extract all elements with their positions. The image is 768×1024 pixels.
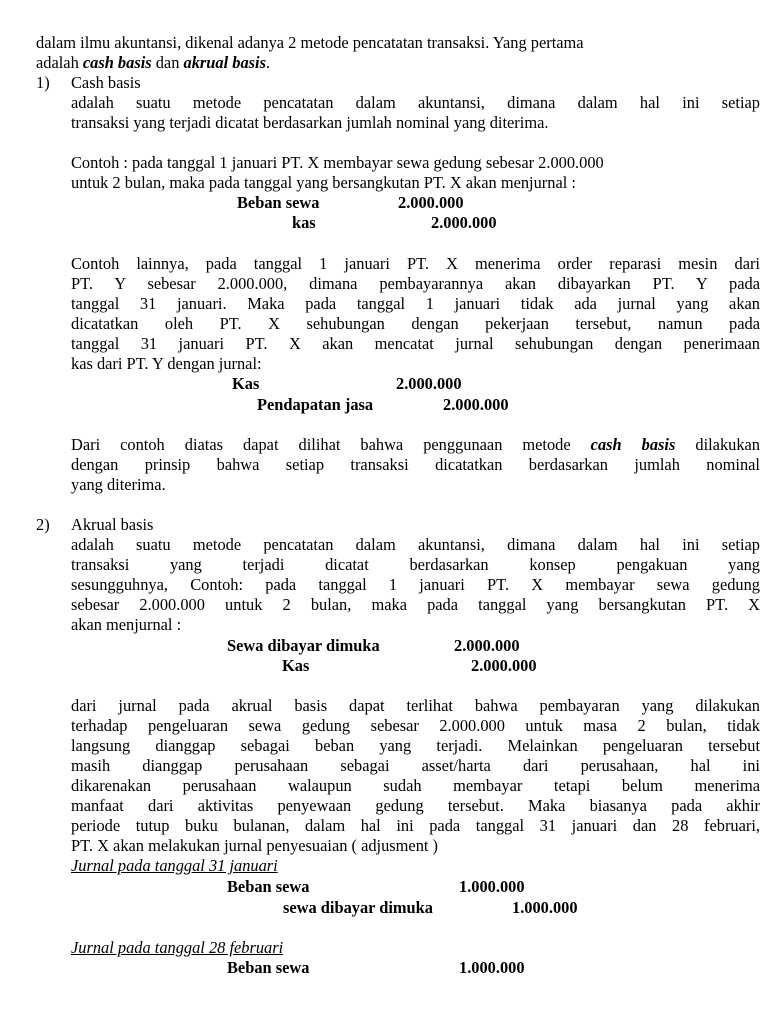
section-1-example-2-line: dicatatkan oleh PT. X sehubungan dengan pekerjaan tersebut, namun pada	[71, 314, 760, 333]
section-1-definition-line: transaksi yang terjadi dicatat berdasarkan jumlah nominal yang diterima.	[71, 113, 549, 132]
section-1-example-line: Contoh : pada tanggal 1 januari PT. X membayar sewa gedung sebesar 2.000.000	[71, 153, 604, 172]
section-2-explanation-line: dari jurnal pada akrual basis dapat terlihat bahwa pembayaran yang dilakukan	[71, 696, 760, 715]
term-cash-basis: cash basis	[82, 53, 152, 72]
section-2-explanation-line: masih dianggap perusahaan sebagai asset/harta dari perusahaan, hal ini	[71, 756, 760, 775]
journal-amount: 2.000.000	[471, 656, 537, 675]
section-1-conclusion-line: yang diterima.	[71, 475, 166, 494]
section-1-example-2-line: Contoh lainnya, pada tanggal 1 januari PT. X menerima order reparasi mesin dari	[71, 254, 760, 273]
section-1-number: 1)	[36, 73, 50, 92]
journal-account: Beban sewa	[227, 958, 310, 977]
section-2-definition-line: akan menjurnal :	[71, 615, 182, 634]
section-1-title: Cash basis	[71, 73, 141, 92]
journal-account: Sewa dibayar dimuka	[227, 636, 380, 655]
intro-line-1: dalam ilmu akuntansi, dikenal adanya 2 metode pencatatan transaksi. Yang pertama	[36, 33, 584, 52]
journal-account: Kas	[232, 374, 260, 393]
section-1-example-2-line: kas dari PT. Y dengan jurnal:	[71, 354, 262, 373]
section-2-definition-line: sebesar 2.000.000 untuk 2 bulan, maka pada tanggal yang bersangkutan PT. X	[71, 595, 760, 614]
journal-amount: 2.000.000	[454, 636, 520, 655]
term-akrual-basis: akrual basis	[183, 53, 266, 72]
section-1-example-2-line: tanggal 31 januari. Maka pada tanggal 1 januari tidak ada jurnal yang akan	[71, 294, 760, 313]
journal-amount: 1.000.000	[512, 898, 578, 917]
section-2-explanation-line: manfaat dari aktivitas penyewaan gedung tersebut. Maka biasanya pada akhir	[71, 796, 760, 815]
section-2-definition-line: transaksi yang terjadi dicatat berdasarkan konsep pengakuan yang	[71, 555, 760, 574]
section-2-explanation-line: langsung dianggap sebagai beban yang terjadi. Melainkan pengeluaran tersebut	[71, 736, 760, 755]
section-2-title: Akrual basis	[71, 515, 154, 534]
journal-amount: 2.000.000	[443, 395, 509, 414]
section-2-definition-line: adalah suatu metode pencatatan dalam akuntansi, dimana dalam hal ini setiap	[71, 535, 760, 554]
section-1-example-line: untuk 2 bulan, maka pada tanggal yang bersangkutan PT. X akan menjurnal :	[71, 173, 576, 192]
journal-amount: 2.000.000	[396, 374, 462, 393]
journal-amount: 2.000.000	[431, 213, 497, 232]
journal-account: Beban sewa	[237, 193, 320, 212]
section-2-explanation-line: periode tutup buku bulanan, dalam hal ini pada tanggal 31 januari dan 28 februari,	[71, 816, 760, 835]
journal-account: Pendapatan jasa	[257, 395, 374, 414]
section-1-conclusion-line: Dari contoh diatas dapat dilihat bahwa penggunaan metode cash basis dilakukan	[71, 435, 761, 454]
intro-line-2: adalah cash basis dan akrual basis.	[36, 53, 271, 72]
section-1-example-2-line: tanggal 31 januari PT. X akan mencatat jurnal sehubungan dengan penerimaan	[71, 334, 760, 353]
section-1-example-2-line: PT. Y sebesar 2.000.000, dimana pembayarannya akan dibayarkan PT. Y pada	[71, 274, 760, 293]
journal-account: Beban sewa	[227, 877, 310, 896]
term-cash-basis: cash basis	[590, 435, 676, 454]
journal-account: Kas	[282, 656, 310, 675]
journal-amount: 1.000.000	[459, 958, 525, 977]
journal-account: sewa dibayar dimuka	[283, 898, 433, 917]
journal-amount: 1.000.000	[459, 877, 525, 896]
section-2-explanation-line: PT. X akan melakukan jurnal penyesuaian ( adjusment )	[71, 836, 439, 855]
adjustment-heading-28-februari: Jurnal pada tanggal 28 februari	[71, 938, 284, 957]
section-2-explanation-line: terhadap pengeluaran sewa gedung sebesar 2.000.000 untuk masa 2 bulan, tidak	[71, 716, 760, 735]
journal-account: kas	[292, 213, 316, 232]
journal-amount: 2.000.000	[398, 193, 464, 212]
section-1-definition-line: adalah suatu metode pencatatan dalam akuntansi, dimana dalam hal ini setiap	[71, 93, 760, 112]
adjustment-heading-31-januari: Jurnal pada tanggal 31 januari	[71, 856, 278, 875]
section-1-conclusion-line: dengan prinsip bahwa setiap transaksi dicatatkan berdasarkan jumlah nominal	[71, 455, 760, 474]
section-2-number: 2)	[36, 515, 50, 534]
section-2-definition-line: sesungguhnya, Contoh: pada tanggal 1 januari PT. X membayar sewa gedung	[71, 575, 760, 594]
section-2-explanation-line: dikarenakan perusahaan walaupun sudah membayar tetapi belum menerima	[71, 776, 760, 795]
